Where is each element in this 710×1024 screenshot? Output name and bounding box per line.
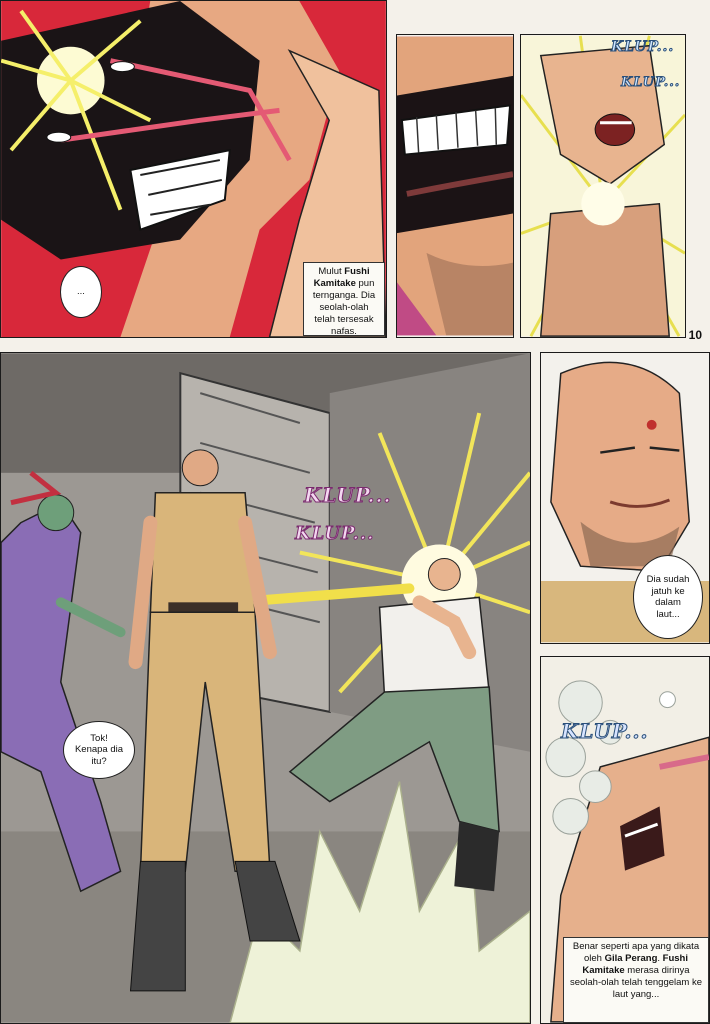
sfx-klup-4: KLUP... xyxy=(295,523,375,544)
panel-4-art xyxy=(1,353,530,1023)
sfx-klup-2: KLUP... xyxy=(621,75,681,90)
panel-5 xyxy=(540,352,710,644)
sfx-klup-1: KLUP... xyxy=(611,39,675,55)
speech-text-tok: Tok! Kenapa dia itu? xyxy=(74,732,124,767)
ellipsis-text: ... xyxy=(77,286,85,298)
caption-box-mouth xyxy=(303,262,385,336)
speech-text-laut: Dia sudah jatuh ke dalam laut... xyxy=(646,574,690,620)
page-number: 10 xyxy=(688,328,702,342)
caption-box-gila-perang xyxy=(563,937,709,1023)
caption-name-gila-perang: Gila Perang xyxy=(604,953,658,964)
caption-name-fushi: Fushi Kamitake xyxy=(313,266,370,289)
caption-part-1: Benar seperti apa yang dikata oleh xyxy=(572,941,700,964)
caption-part-2: . xyxy=(657,953,663,964)
sfx-klup-3: KLUP... xyxy=(304,483,392,507)
speech-bubble-tok xyxy=(63,721,135,779)
caption-part-3: merasa dirinya seolah-olah telah tenggelam ke laut yang... xyxy=(569,965,703,1000)
panel-2-art xyxy=(397,35,513,337)
ellipsis-bubble xyxy=(60,266,102,318)
sfx-klup-5: KLUP... xyxy=(561,719,649,743)
caption-text-1: Mulut xyxy=(318,266,345,277)
panel-3 xyxy=(520,34,686,338)
caption-text-2: pun ternganga. Dia seolah-olah telah tersesak nafas. xyxy=(312,278,376,337)
panel-6 xyxy=(540,656,710,1024)
panel-4 xyxy=(0,352,531,1024)
speech-bubble-laut xyxy=(633,555,703,639)
panel-2 xyxy=(396,34,514,338)
caption-name-fushi-2: Fushi Kamitake xyxy=(582,953,689,976)
